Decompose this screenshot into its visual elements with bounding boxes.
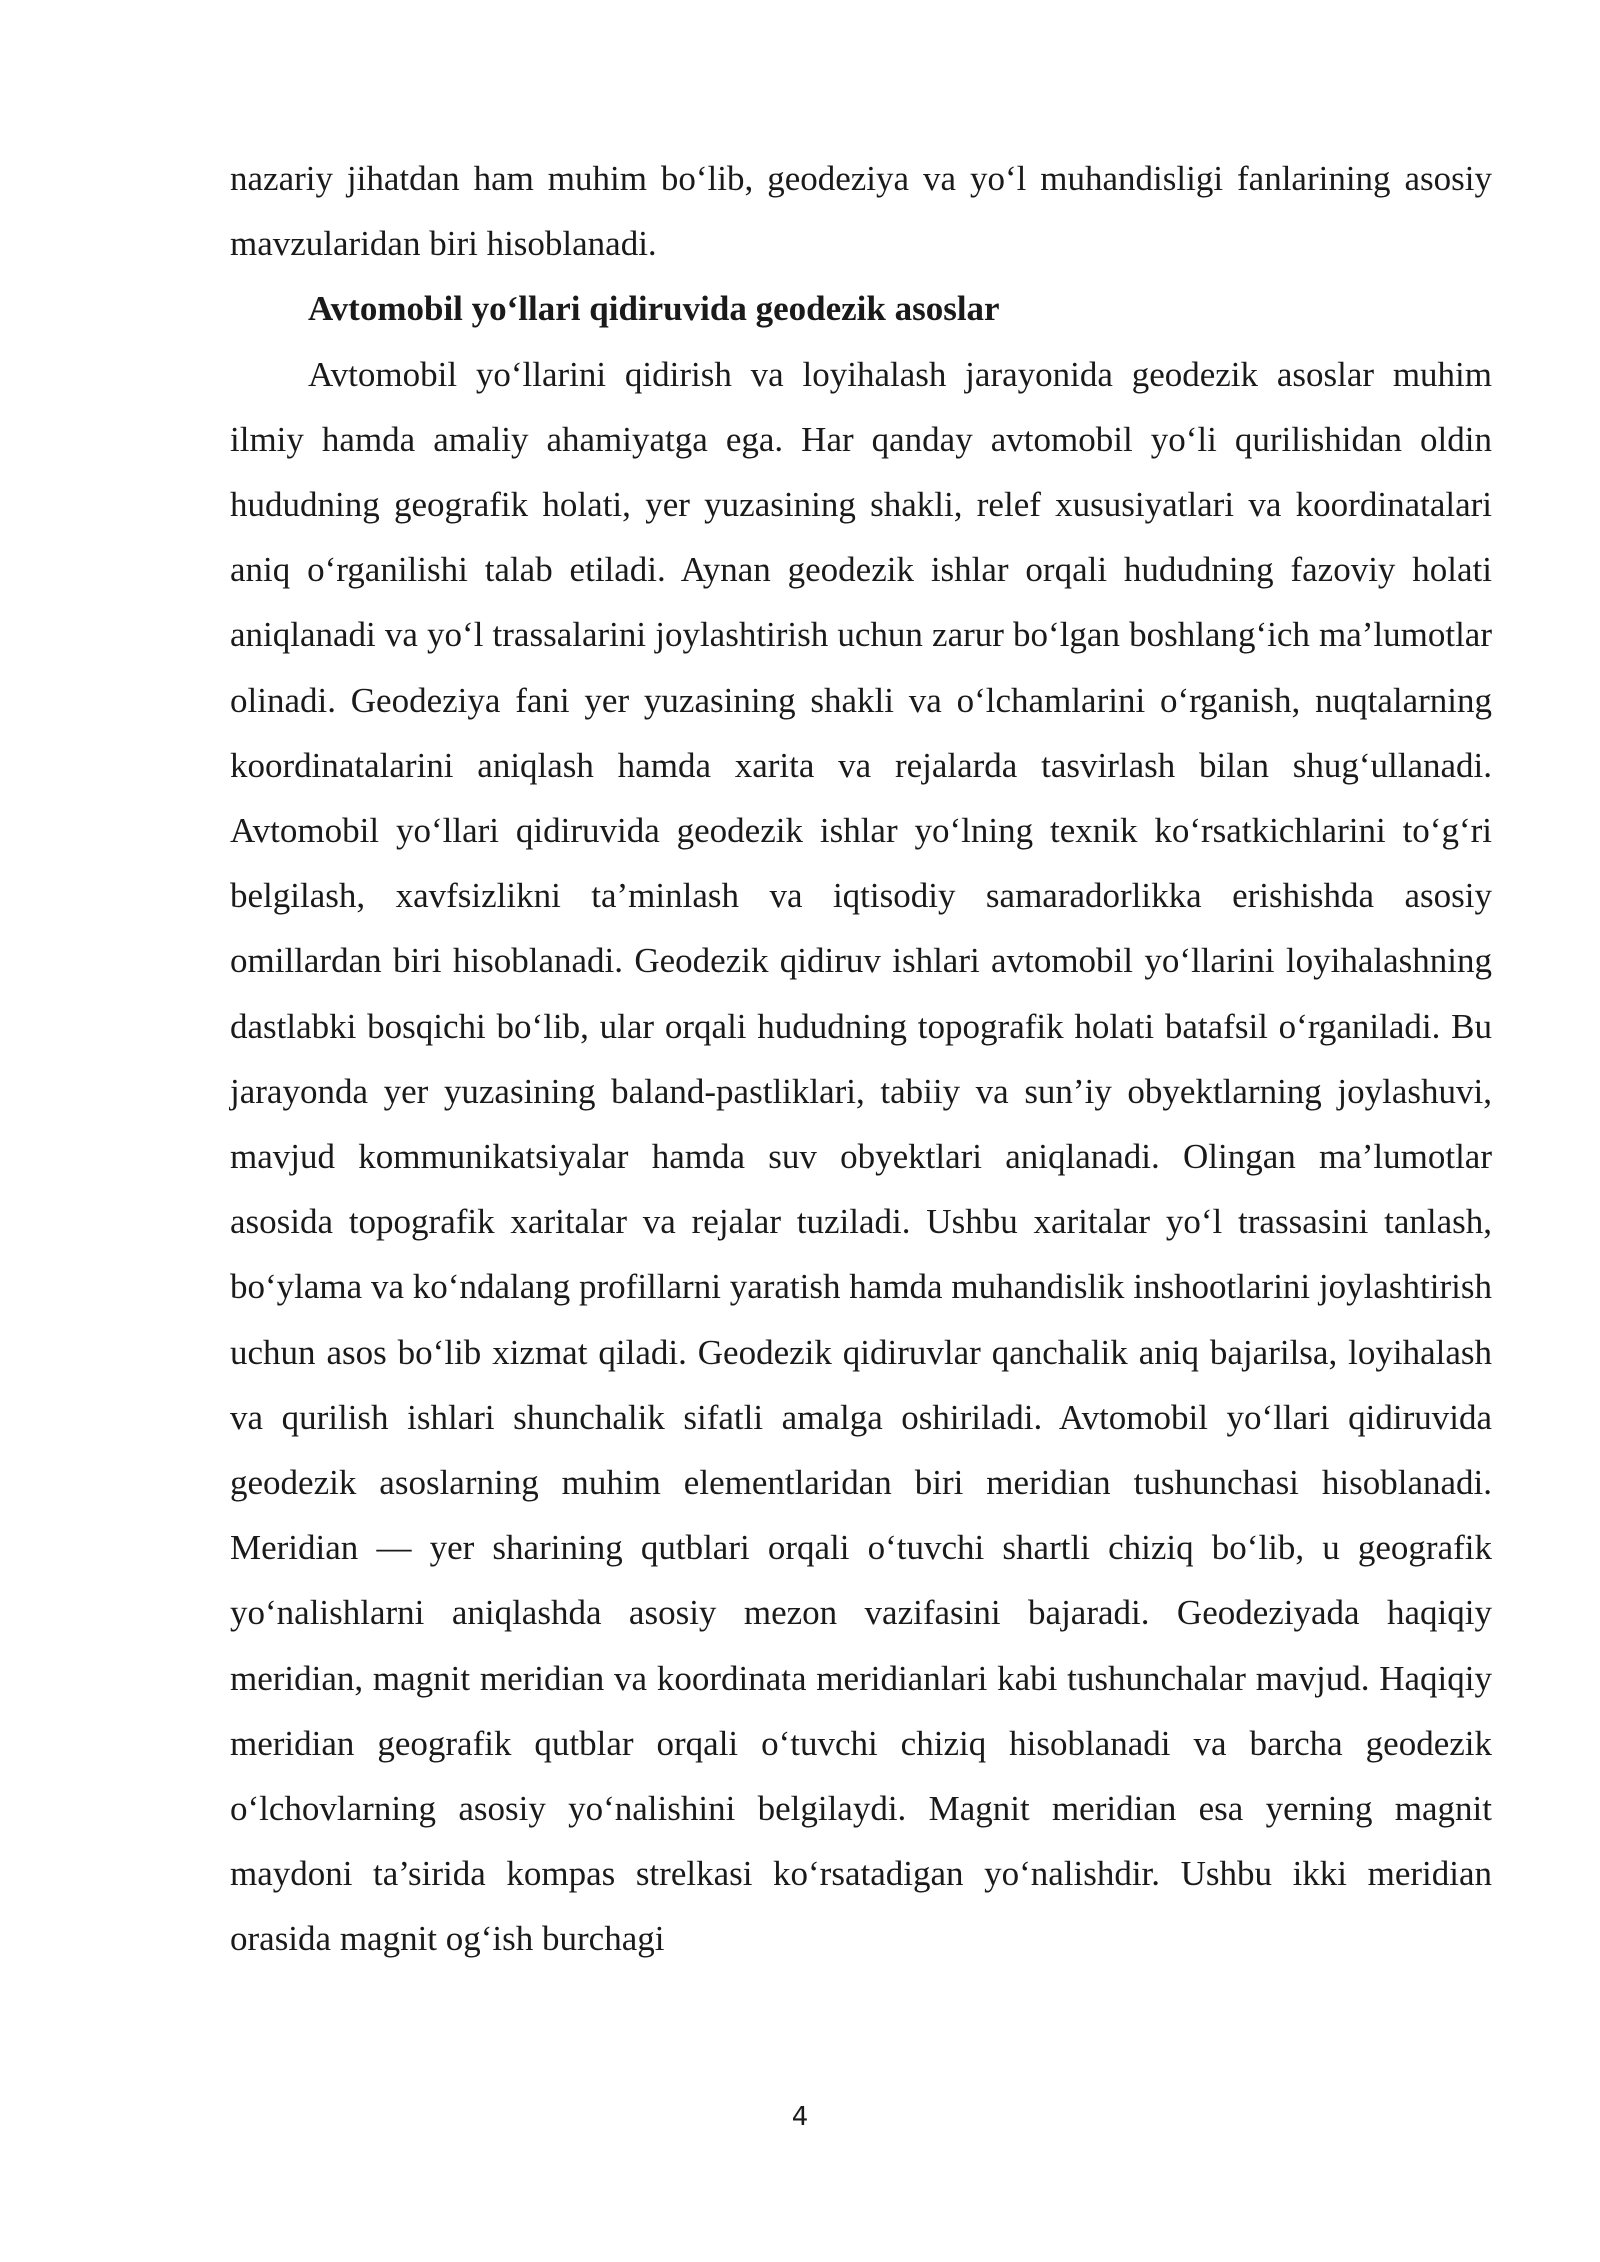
page-content (230, 146, 1492, 1972)
body-paragraph: Avtomobil yo‘llarini qidirish va loyihalash jarayonida geodezik asoslar muhim ilmiy hamda amaliy ahamiyatga ega. Har qanday avtomobil yo‘li qurilishidan oldin hududning geografik holati, yer yuzasining shakli, relef xususiyatlari va koordinatalari aniq o‘rganilishi talab etiladi. Aynan geodezik ishlar orqali hududning fazoviy holati aniqlanadi va yo‘l trassalarini joylashtirish uchun zarur bo‘lgan boshlang‘ich ma’lumotlar olinadi. Geodeziya fani yer yuzasining shakli va o‘lchamlarini o‘rganish, nuqtalarning koordinatalarini aniqlash hamda xarita va rejalarda tasvirlash bilan shug‘ullanadi. Avtomobil yo‘llari qidiruvida geodezik ishlar yo‘lning texnik ko‘rsatkichlarini to‘g‘ri belgilash, xavfsizlikni ta’minlash va iqtisodiy samaradorlikka erishishda asosiy omillardan biri hisoblanadi. Geodezik qidiruv ishlari avtomobil yo‘llarini loyihalashning dastlabki bosqichi bo‘lib, ular orqali hududning topografik holati batafsil o‘rganiladi. Bu jarayonda yer yuzasining baland-pastliklari, tabiiy va sun’iy obyektlarning joylashuvi, mavjud kommunikatsiyalar hamda suv obyektlari aniqlanadi. Olingan ma’lumotlar asosida topografik xaritalar va rejalar tuziladi. Ushbu xaritalar yo‘l trassasini tanlash, bo‘ylama va ko‘ndalang profillarni yaratish hamda muhandislik inshootlarini joylashtirish uchun asos bo‘lib xizmat qiladi. Geodezik qidiruvlar qanchalik aniq bajarilsa, loyihalash va qurilish ishlari shunchalik sifatli amalga oshiriladi. Avtomobil yo‘llari qidiruvida geodezik asoslarning muhim elementlaridan biri meridian tushunchasi hisoblanadi. Meridian — yer sharining qutblari orqali o‘tuvchi shartli chiziq bo‘lib, u geografik yo‘nalishlarni aniqlashda asosiy mezon vazifasini bajaradi. Geodeziyada haqiqiy meridian, magnit meridian va koordinata meridianlari kabi tushunchalar mavjud. Haqiqiy meridian geografik qutblar orqali o‘tuvchi chiziq hisoblanadi va barcha geodezik o‘lchovlarning asosiy yo‘nalishini belgilaydi. Magnit meridian esa yerning magnit maydoni ta’sirida kompas strelkasi ko‘rsatadigan yo‘nalishdir. Ushbu ikki meridian orasida magnit og‘ish burchagi (230, 354, 1492, 1959)
page-number: 4 (791, 2102, 809, 2132)
section-heading: Avtomobil yo‘llari qidiruvida geodezik asoslar (308, 289, 1000, 329)
continuation-paragraph: nazariy jihatdan ham muhim bo‘lib, geodeziya va yo‘l muhandisligi fanlarining asosiy mavzularidan biri hisoblanadi. (230, 159, 1492, 264)
